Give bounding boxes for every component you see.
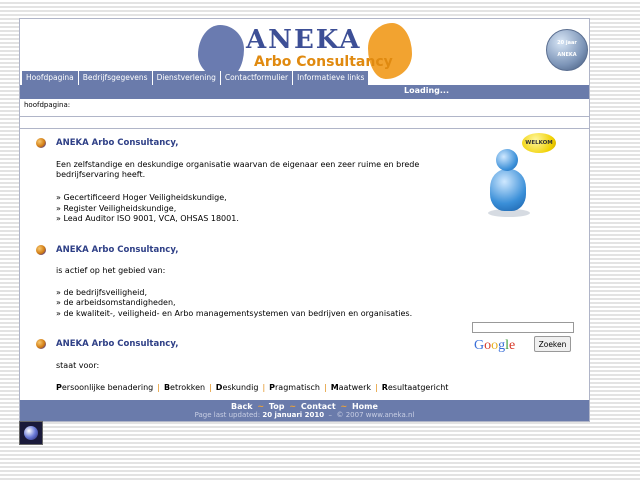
section-line: Een zelfstandige en deskundige organisatie waarvan de eigenaar een zeer ruime en brede [56, 160, 420, 169]
welcome-bubble: WELKOM [522, 133, 556, 153]
footer-link-top[interactable]: Top [268, 402, 285, 411]
value-item: Persoonlijke benadering [56, 383, 154, 392]
value-item: Betrokken [163, 383, 206, 392]
section-line: bedrijfservaring heeft. [56, 170, 146, 179]
nav-tab-hoofdpagina[interactable]: Hoofdpagina [22, 71, 79, 85]
nav-tab-dienstverlening[interactable]: Dienstverlening [153, 71, 221, 85]
nav-bar [20, 71, 589, 85]
logo-subtitle: Arbo Consultancy [254, 54, 393, 70]
badge-text-top: 20 jaar [557, 40, 577, 46]
anniversary-badge [546, 29, 588, 71]
mascot-head [496, 149, 518, 171]
search-input[interactable] [472, 322, 574, 333]
logo-title: ANEKA [246, 25, 362, 55]
bullet-orb-icon [36, 339, 46, 349]
section-line: is actief op het gebied van: [56, 266, 166, 275]
value-item: Deskundig [215, 383, 259, 392]
footer-links: Back ~ Top ~ Contact ~ Home [231, 402, 378, 411]
divider [20, 128, 589, 129]
footer [20, 400, 589, 421]
google-logo: Google [474, 338, 516, 353]
breadcrumb-text: hoofdpagina: [24, 101, 71, 109]
core-values: Persoonlijke benadering | Betrokken | Deskundig | Pragmatisch | Maatwerk | Resultaatgericht [56, 383, 449, 392]
bullet-orb-icon [36, 138, 46, 148]
section-line: » de bedrijfsveiligheid, [56, 288, 148, 297]
search-button[interactable]: Zoeken [534, 336, 571, 352]
nav-tab-informatieve-links[interactable]: Informatieve links [293, 71, 369, 85]
mascot-body [490, 169, 526, 211]
loading-text: Loading... [404, 86, 449, 95]
footer-link-home[interactable]: Home [351, 402, 378, 411]
welcome-mascot [486, 131, 558, 221]
section-line: » Gecertificeerd Hoger Veiligheidskundige, [56, 193, 227, 202]
page-frame [19, 18, 590, 422]
section-title: ANEKA Arbo Consultancy, [56, 138, 179, 148]
section-title: ANEKA Arbo Consultancy, [56, 245, 179, 255]
nav-tabs [22, 71, 369, 85]
nav-tab-contactformulier[interactable]: Contactformulier [221, 71, 293, 85]
value-item: Maatwerk [330, 383, 371, 392]
section-line: » Lead Auditor ISO 9001, VCA, OHSAS 18001. [56, 214, 239, 223]
value-item: Resultaatgericht [381, 383, 449, 392]
section-title: ANEKA Arbo Consultancy, [56, 339, 179, 349]
status-bar [20, 85, 589, 99]
footer-link-back[interactable]: Back [231, 402, 253, 411]
section-line: » de kwaliteit-, veiligheid- en Arbo managementsystemen van bedrijven en organisaties. [56, 309, 413, 318]
section-line: » de arbeidsomstandigheden, [56, 298, 176, 307]
footer-link-contact[interactable]: Contact [300, 402, 336, 411]
section-line: staat voor: [56, 361, 100, 370]
bullet-orb-icon [36, 245, 46, 255]
last-updated: Page last updated: 20 januari 2010 – © 2007 www.aneka.nl [194, 411, 415, 419]
badge-text-bottom: ANEKA [557, 52, 577, 58]
corner-orb-icon[interactable] [19, 421, 43, 445]
value-item: Pragmatisch [269, 383, 320, 392]
nav-tab-bedrijfsgegevens[interactable]: Bedrijfsgegevens [79, 71, 153, 85]
breadcrumb [20, 99, 589, 117]
section-line: » Register Veiligheidskundige, [56, 204, 177, 213]
